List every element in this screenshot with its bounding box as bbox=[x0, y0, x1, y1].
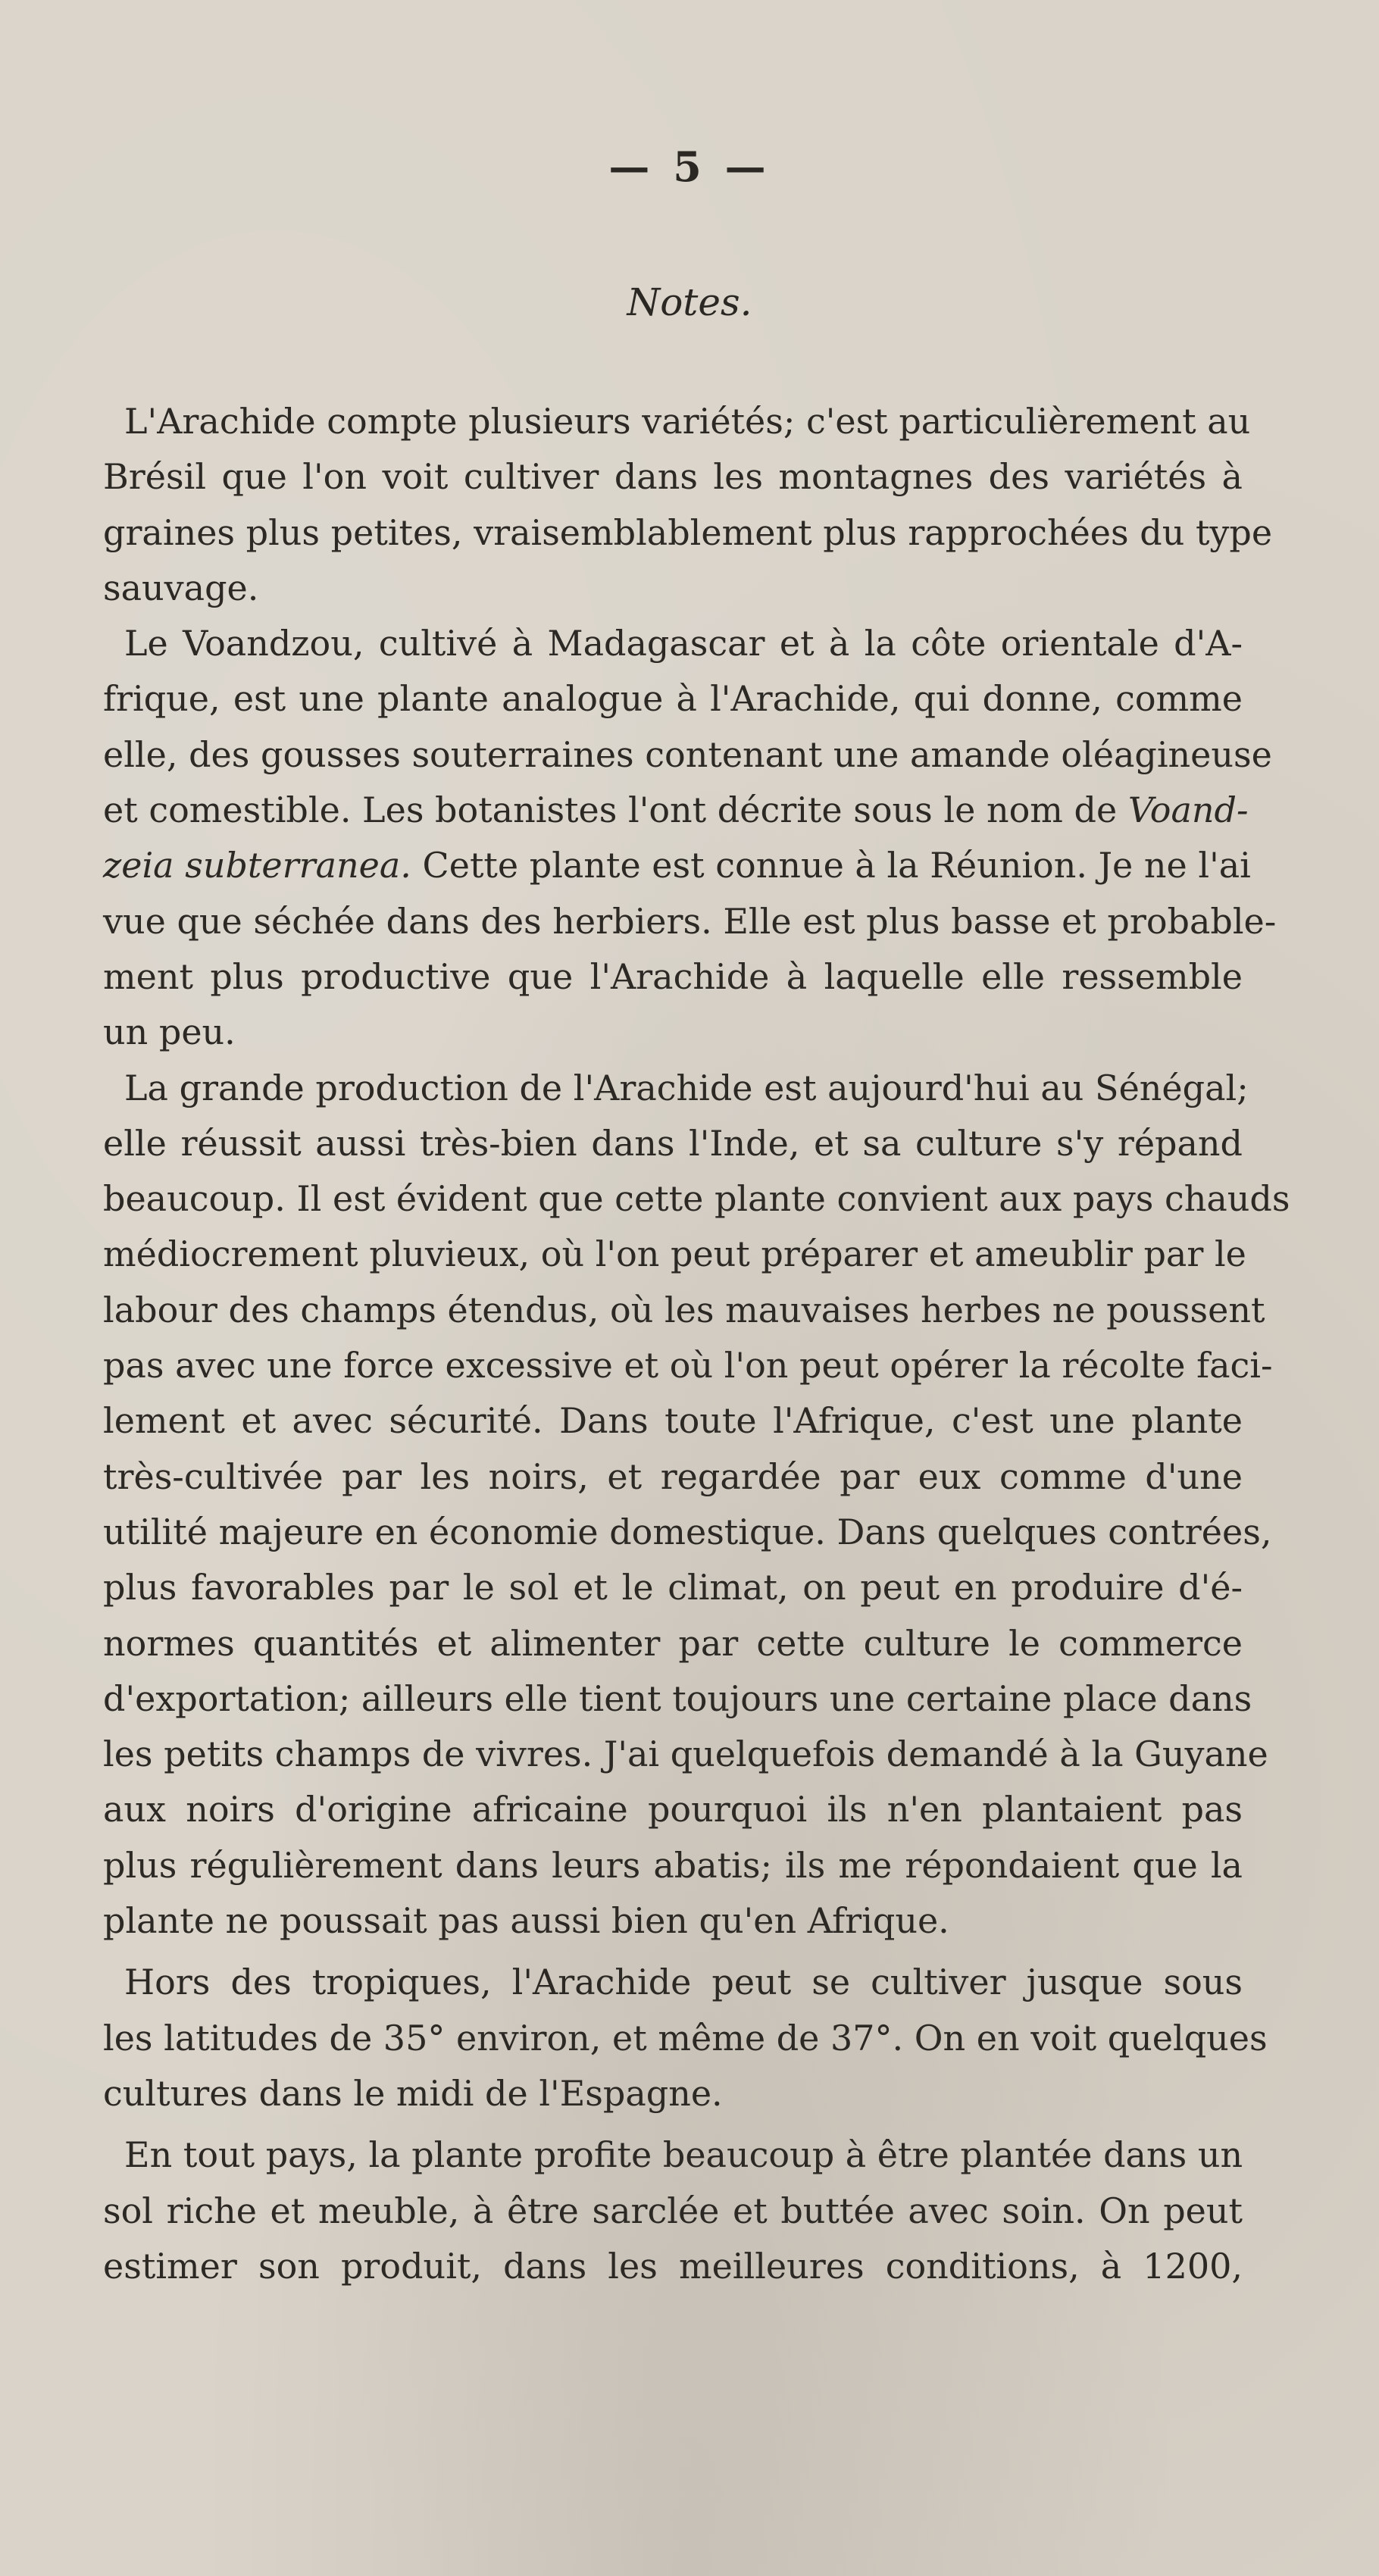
text-line: vue que séchée dans des herbiers. Elle est plus basse et probable- bbox=[103, 900, 1277, 942]
text-line: utilité majeure en économie domestique. Dans quelques contrées, bbox=[103, 1511, 1272, 1552]
section-title: Notes. bbox=[627, 280, 752, 324]
text-line: L'Arachide compte plusieurs variétés; c'est particulièrement au bbox=[124, 401, 1251, 442]
text-line: très-cultivée par les noirs, et regardée par eux comme d'une bbox=[103, 1455, 1243, 1497]
paragraph-senegal-production bbox=[83, 1061, 1290, 1949]
text-line: elle, des gousses souterraines contenant une amande oléagineuse bbox=[103, 733, 1272, 775]
text-line: estimer son produit, dans les meilleures conditions, à 1200, bbox=[103, 2245, 1243, 2287]
text-line-with-latin-name bbox=[83, 838, 1251, 893]
paragraph-voandzou bbox=[83, 616, 1277, 1060]
text-line: pas avec une force excessive et où l'on peut opérer la récolte faci- bbox=[103, 1345, 1273, 1386]
text-line: Le Voandzou, cultivé à Madagascar et à la côte orientale d'A- bbox=[124, 623, 1243, 664]
text-line: plus favorables par le sol et le climat, on peut en produire d'é- bbox=[103, 1567, 1243, 1608]
text-line: Hors des tropiques, l'Arachide peut se cultiver jusque sous bbox=[124, 1962, 1243, 2003]
text-line: beaucoup. Il est évident que cette plante convient aux pays chauds bbox=[103, 1178, 1290, 1220]
text-line-with-latin-name bbox=[83, 783, 1249, 838]
text-line: En tout pays, la plante profite beaucoup à être plantée dans un bbox=[124, 2134, 1243, 2176]
text-line: un peu. bbox=[103, 1011, 236, 1053]
text-segment: et comestible. Les botanistes l'ont décrite sous le nom de bbox=[103, 789, 1118, 831]
text-line: normes quantités et alimenter par cette culture le commerce bbox=[103, 1622, 1243, 1664]
paragraph-cultivation bbox=[83, 2127, 1243, 2294]
text-line: les petits champs de vivres. J'ai quelquefois demandé à la Guyane bbox=[103, 1733, 1268, 1775]
text-line: Brésil que l'on voit cultiver dans les montagnes des variétés à bbox=[103, 456, 1243, 498]
text-line: plante ne poussait pas aussi bien qu'en Afrique. bbox=[103, 1900, 949, 1942]
body-text bbox=[83, 394, 1290, 2294]
text-line: labour des champs étendus, où les mauvaises herbes ne poussent bbox=[103, 1289, 1265, 1330]
text-line: plus régulièrement dans leurs abatis; ils me répondaient que la bbox=[103, 1844, 1243, 1886]
text-line: cultures dans le midi de l'Espagne. bbox=[103, 2072, 723, 2114]
text-line: sol riche et meuble, à être sarclée et buttée avec soin. On peut bbox=[103, 2190, 1243, 2231]
text-line: aux noirs d'origine africaine pourquoi ils n'en plantaient pas bbox=[103, 1789, 1243, 1830]
text-line: médiocrement pluvieux, où l'on peut préparer et ameublir par le bbox=[103, 1233, 1246, 1275]
text-line: lement et avec sécurité. Dans toute l'Afrique, c'est une plante bbox=[103, 1400, 1243, 1442]
text-line: les latitudes de 35° environ, et même de 37°. On en voit quelques bbox=[103, 2017, 1268, 2059]
paragraph-arachide-varieties bbox=[83, 394, 1273, 616]
text-segment: Cette plante est connue à la Réunion. Je ne l'ai bbox=[422, 845, 1251, 886]
page-number: — 5 — bbox=[608, 142, 771, 191]
paragraph-tropics bbox=[83, 1955, 1268, 2121]
text-line: graines plus petites, vraisemblablement plus rapprochées du type bbox=[103, 511, 1273, 553]
latin-name-part2: zeia subterranea. bbox=[103, 845, 411, 886]
latin-name-part1: Voand- bbox=[1127, 789, 1249, 831]
text-line: sauvage. bbox=[103, 567, 259, 608]
text-line: elle réussit aussi très-bien dans l'Inde, et sa culture s'y répand bbox=[103, 1122, 1243, 1164]
text-line: frique, est une plante analogue à l'Arachide, qui donne, comme bbox=[103, 678, 1243, 720]
text-line: ment plus productive que l'Arachide à laquelle elle ressemble bbox=[103, 955, 1243, 997]
text-line: d'exportation; ailleurs elle tient toujours une certaine place dans bbox=[103, 1677, 1252, 1719]
text-line: La grande production de l'Arachide est aujourd'hui au Sénégal; bbox=[124, 1067, 1249, 1108]
